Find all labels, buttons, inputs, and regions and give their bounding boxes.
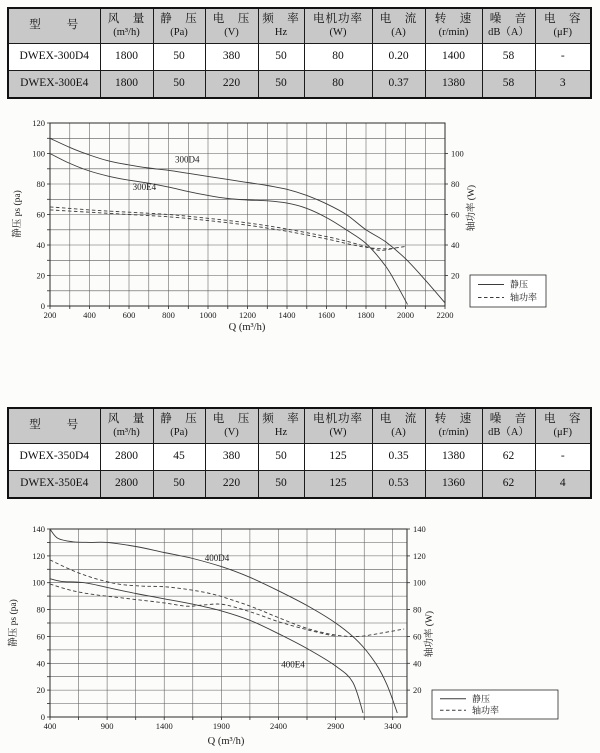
right-axis-title: 轴功率 (W) <box>425 610 435 658</box>
table-cell: 1380 <box>425 71 482 99</box>
x-tick-label: 1000 <box>199 310 217 320</box>
table-cell: - <box>535 44 591 71</box>
x-tick-label: 1200 <box>239 310 256 320</box>
y-tick-label: 40 <box>36 240 45 250</box>
x-tick-label: 2000 <box>397 310 414 320</box>
curve-dashed <box>50 560 404 637</box>
x-tick-label: 800 <box>162 310 175 320</box>
left-axis-title: 静压 ps (pa) <box>9 599 19 647</box>
left-axis-title: 静压 ps (pa) <box>13 190 23 238</box>
table-cell: 125 <box>304 471 372 499</box>
x-tick-label: 1400 <box>278 310 296 320</box>
y-tick-label: 60 <box>36 631 45 642</box>
x-tick-label: 2900 <box>327 721 345 731</box>
table-header-row <box>8 408 591 444</box>
legend <box>432 690 558 719</box>
x-axis-title: Q (m³/h) <box>228 322 266 333</box>
table-cell: 62 <box>482 471 535 499</box>
y-tick-label: 100 <box>32 148 45 159</box>
y-tick-label: 20 <box>36 270 45 281</box>
performance-chart-300 <box>0 100 600 348</box>
table-cell: 0.53 <box>372 471 425 499</box>
x-tick-label: 2400 <box>270 721 287 731</box>
table-cell: 80 <box>304 44 372 71</box>
table-cell: 1800 <box>100 44 153 71</box>
x-tick-label: 3400 <box>384 721 402 731</box>
curve-solid <box>50 579 363 713</box>
column-header: 电 流 (A) <box>372 8 425 44</box>
table-row <box>8 471 591 499</box>
grid <box>50 123 445 306</box>
y-tick-label: 140 <box>32 524 45 534</box>
x-tick-label: 200 <box>43 310 57 320</box>
column-header: 频 率 Hz <box>258 8 304 44</box>
table-cell: 2800 <box>100 471 153 499</box>
right-y-tick-label: 20 <box>413 685 422 696</box>
x-tick-label: 1900 <box>212 721 230 731</box>
curve-solid <box>50 154 408 305</box>
x-tick-label: 1800 <box>357 310 375 320</box>
y-tick-label: 20 <box>36 685 45 696</box>
right-axis-title: 轴功率 (W) <box>467 184 477 232</box>
table-cell: 3 <box>535 71 591 99</box>
table-cell: 0.35 <box>372 444 425 471</box>
x-tick-label: 1400 <box>155 721 173 731</box>
table-cell: 58 <box>482 44 535 71</box>
right-y-tick-label: 80 <box>413 604 422 615</box>
legend-label: 静压 <box>510 279 529 290</box>
spec-table-300 <box>7 7 592 99</box>
axis-tick-labels <box>32 118 464 320</box>
curve-label: 400E4 <box>281 659 305 670</box>
x-tick-label: 1600 <box>318 310 335 320</box>
y-tick-label: 120 <box>32 118 45 128</box>
table-cell: DWEX-300D4 <box>8 44 100 71</box>
table-cell: 50 <box>153 471 205 499</box>
table-cell: DWEX-300E4 <box>8 71 100 99</box>
x-tick-label: 600 <box>122 310 136 320</box>
column-header: 转 速 (r/min) <box>425 8 482 44</box>
column-header: 静 压 (Pa) <box>153 8 205 44</box>
right-y-tick-label: 60 <box>413 631 422 642</box>
table-cell: 2800 <box>100 444 153 471</box>
x-tick-label: 400 <box>43 721 57 731</box>
table-cell: 62 <box>482 444 535 471</box>
y-tick-label: 80 <box>36 604 45 615</box>
y-tick-label: 0 <box>40 712 45 722</box>
table-cell: 45 <box>153 444 205 471</box>
table-cell: 50 <box>258 71 304 99</box>
y-tick-label: 0 <box>40 301 45 311</box>
y-tick-label: 60 <box>36 209 45 220</box>
table-cell: 1400 <box>425 44 482 71</box>
x-axis-title: Q (m³/h) <box>207 736 245 747</box>
table-cell: 58 <box>482 71 535 99</box>
column-header: 电 流 (A) <box>372 408 425 444</box>
table-cell: DWEX-350D4 <box>8 444 100 471</box>
right-y-tick-label: 80 <box>451 179 460 189</box>
column-header: 电机功率 (W) <box>304 8 372 44</box>
right-y-tick-label: 140 <box>413 524 426 534</box>
curve-label: 400D4 <box>204 553 230 564</box>
table-cell: 50 <box>258 44 304 71</box>
table-cell: 380 <box>205 444 258 471</box>
table-cell: 220 <box>205 471 258 499</box>
table-header-row <box>8 8 591 44</box>
column-header: 风 量 (m³/h) <box>100 8 153 44</box>
table-cell: 380 <box>205 44 258 71</box>
column-header: 噪 音 dB（A） <box>482 8 535 44</box>
column-header: 风 量 (m³/h) <box>100 408 153 444</box>
table-row <box>8 44 591 71</box>
right-y-tick-label: 100 <box>413 577 426 588</box>
curve-label: 300D4 <box>175 154 200 165</box>
right-y-tick-label: 120 <box>413 550 426 561</box>
right-y-tick-label: 20 <box>451 270 460 281</box>
table-cell: 50 <box>258 471 304 499</box>
y-tick-label: 120 <box>32 550 45 561</box>
table-row <box>8 71 591 99</box>
x-tick-label: 400 <box>83 310 96 320</box>
table-cell: 0.37 <box>372 71 425 99</box>
performance-chart-400 <box>0 505 600 753</box>
right-y-tick-label: 40 <box>451 240 460 250</box>
curve-label: 300E4 <box>132 182 157 193</box>
legend-label: 轴功率 <box>472 705 500 716</box>
table-cell: 125 <box>304 444 372 471</box>
table-cell: 1800 <box>100 71 153 99</box>
column-header: 电机功率 (W) <box>304 408 372 444</box>
right-y-tick-label: 100 <box>451 148 464 159</box>
table-cell: 1380 <box>425 444 482 471</box>
table-cell: 220 <box>205 71 258 99</box>
column-header: 频 率 Hz <box>258 408 304 444</box>
column-header: 转 速 (r/min) <box>425 408 482 444</box>
table-cell: DWEX-350E4 <box>8 471 100 499</box>
table-cell: 1360 <box>425 471 482 499</box>
legend-label: 轴功率 <box>510 292 538 303</box>
column-header: 电 压 (V) <box>205 8 258 44</box>
right-y-tick-label: 40 <box>413 658 422 669</box>
column-header: 型 号 <box>8 408 100 444</box>
table-cell: 50 <box>153 71 205 99</box>
y-tick-label: 100 <box>32 577 45 588</box>
x-tick-label: 2200 <box>436 310 454 320</box>
column-header: 电 容 (μF) <box>535 408 591 444</box>
y-tick-label: 80 <box>36 179 45 189</box>
spec-table-350 <box>7 407 592 499</box>
column-header: 静 压 (Pa) <box>153 408 205 444</box>
column-header: 型 号 <box>8 8 100 44</box>
table-cell: 0.20 <box>372 44 425 71</box>
table-cell: 4 <box>535 471 591 499</box>
column-header: 电 容 (μF) <box>535 8 591 44</box>
column-header: 噪 音 dB（A） <box>482 408 535 444</box>
legend <box>470 275 546 307</box>
y-tick-label: 40 <box>36 658 45 669</box>
table-cell: - <box>535 444 591 471</box>
legend-label: 静压 <box>472 693 491 704</box>
table-cell: 50 <box>258 444 304 471</box>
right-y-tick-label: 60 <box>451 209 460 220</box>
table-cell: 80 <box>304 71 372 99</box>
column-header: 电 压 (V) <box>205 408 258 444</box>
table-cell: 50 <box>153 44 205 71</box>
x-tick-label: 900 <box>100 721 114 731</box>
table-row <box>8 444 591 471</box>
